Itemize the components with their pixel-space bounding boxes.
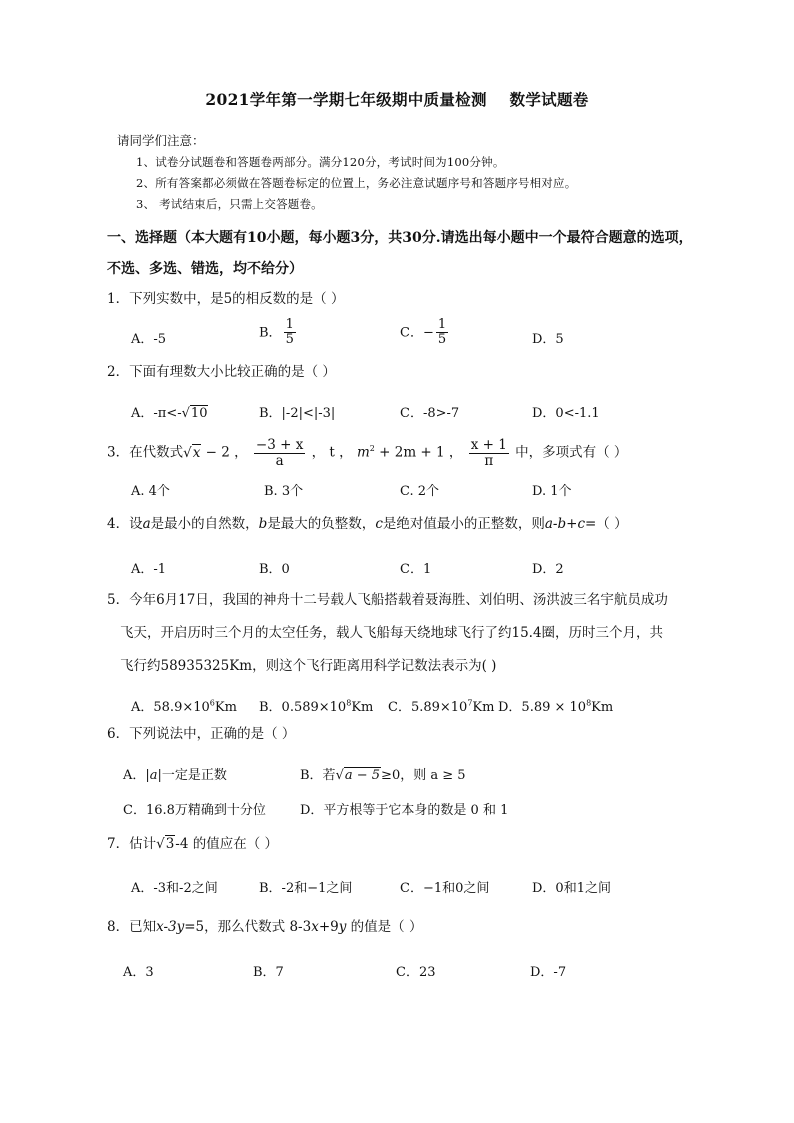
- q1-option-a: A．-5: [131, 332, 167, 347]
- q8-option-b: B．7: [253, 965, 284, 980]
- q6-option-a: A．|a|一定是正数: [123, 768, 227, 783]
- sqrt-symbol: √3: [156, 836, 175, 852]
- question-5-line3: 飞行约58935325Km，则这个飞行距离用科学记数法表示为( ): [120, 658, 497, 674]
- question-8-stem: 8．已知x-3y=5，那么代数式 8-3x+9y 的值是（ ）: [107, 919, 423, 935]
- q2-option-c: C．-8>-7: [400, 406, 460, 421]
- q2-option-d: D．0<-1.1: [532, 406, 600, 421]
- q3-option-c: C. 2个: [400, 484, 440, 499]
- notice-heading: 请同学们注意：: [117, 133, 205, 148]
- notice-item: 2、所有答案都必须做在答题卷标定的位置上，务必注意试题序号和答题序号相对应。: [136, 176, 577, 190]
- q5-option-d: D．$5.89 \times 10^8Km$: [498, 698, 614, 715]
- q4-option-d: D．2: [532, 562, 564, 577]
- question-3-stem: 3．在代数式√x − 2 ， $\frac{-3 + x}{a}$ ， t ， $m^2 + 2m + 1$ ， $\frac{x + 1}{\pi}$ 中，多项式有（ ）: [107, 436, 628, 469]
- question-2-stem: 2．下面有理数大小比较正确的是（ ）: [107, 364, 336, 380]
- sqrt-symbol: √x: [183, 444, 201, 461]
- q8-option-a: A．3: [123, 965, 154, 980]
- q5-option-a: A．$58.9\times 10^6Km$: [131, 698, 237, 715]
- q6-option-b: B．若√a − 5≥0，则 a ≥ 5: [300, 768, 466, 783]
- q1-option-c: C．− $\frac{1}{5}$: [400, 317, 447, 348]
- q7-option-c: C．−1和0之间: [400, 881, 490, 896]
- question-5-line2: 飞天，开启历时三个月的太空任务，载人飞船每天绕地球飞行了约15.4圈，历时三个月，共: [120, 625, 664, 641]
- exam-title: 2021学年第一学期七年级期中质量检测 数学试题卷: [205, 90, 589, 109]
- q7-option-d: D．0和1之间: [532, 881, 611, 896]
- question-6-stem: 6．下列说法中，正确的是（ ）: [107, 726, 296, 742]
- q3-option-b: B. 3个: [264, 484, 304, 499]
- question-4-stem: 4．设a是最小的自然数，b是最大的负整数，c是绝对值最小的正整数，则a-b+c=（ ）: [107, 516, 628, 532]
- q6-option-d: D．平方根等于它本身的数是 0 和 1: [300, 803, 509, 818]
- q4-option-a: A．-1: [131, 562, 167, 577]
- q5-option-c: C．$5.89\times 10^7Km$: [388, 698, 495, 715]
- section-heading-line1: 一、选择题（本大题有10小题，每小题3分，共30分.请选出每小题中一个最符合题意的选项，: [107, 230, 693, 246]
- fraction: $\frac{1}{5}$: [437, 317, 447, 348]
- sqrt-symbol: √a − 5: [335, 768, 381, 783]
- q1-option-b: B． $\frac{1}{5}$: [259, 317, 294, 348]
- question-1-stem: 1．下列实数中，是5的相反数的是（ ）: [107, 291, 345, 307]
- fraction: $\frac{-3 + x}{a}$: [255, 436, 304, 469]
- q8-option-d: D．-7: [530, 965, 567, 980]
- q2-option-a: A．-π<-√10: [131, 406, 208, 421]
- q1-option-d: D．5: [532, 332, 564, 347]
- q4-option-b: B．0: [259, 562, 290, 577]
- q4-option-c: C．1: [400, 562, 432, 577]
- q6-option-c: C．16.8万精确到十分位: [123, 803, 266, 818]
- q2-option-b: B．|-2|<|-3|: [259, 406, 336, 421]
- q7-option-a: A．-3和-2之间: [131, 881, 218, 896]
- notice-item: 1、试卷分试题卷和答题卷两部分。满分120分，考试时间为100分钟。: [136, 155, 505, 169]
- q8-option-c: C．23: [396, 965, 436, 980]
- fraction: $\frac{x + 1}{\pi}$: [470, 436, 507, 469]
- fraction: $\frac{1}{5}$: [285, 317, 294, 348]
- q7-option-b: B．-2和−1之间: [259, 881, 353, 896]
- q5-option-b: B．$0.589\times 10^8Km$: [259, 698, 374, 715]
- question-5-line1: 5．今年6月17日，我国的神舟十二号载人飞船搭载着聂海胜、刘伯明、汤洪波三名宇航员成功: [107, 592, 668, 608]
- notice-item: 3、 考试结束后，只需上交答题卷。: [136, 197, 323, 211]
- q3-option-d: D. 1个: [532, 484, 572, 499]
- q3-option-a: A. 4个: [131, 484, 170, 499]
- sqrt-symbol: √10: [181, 406, 208, 421]
- section-heading-line2: 不选、多选、错选，均不给分）: [107, 261, 303, 277]
- question-7-stem: 7．估计√3-4 的值应在（ ）: [107, 828, 278, 860]
